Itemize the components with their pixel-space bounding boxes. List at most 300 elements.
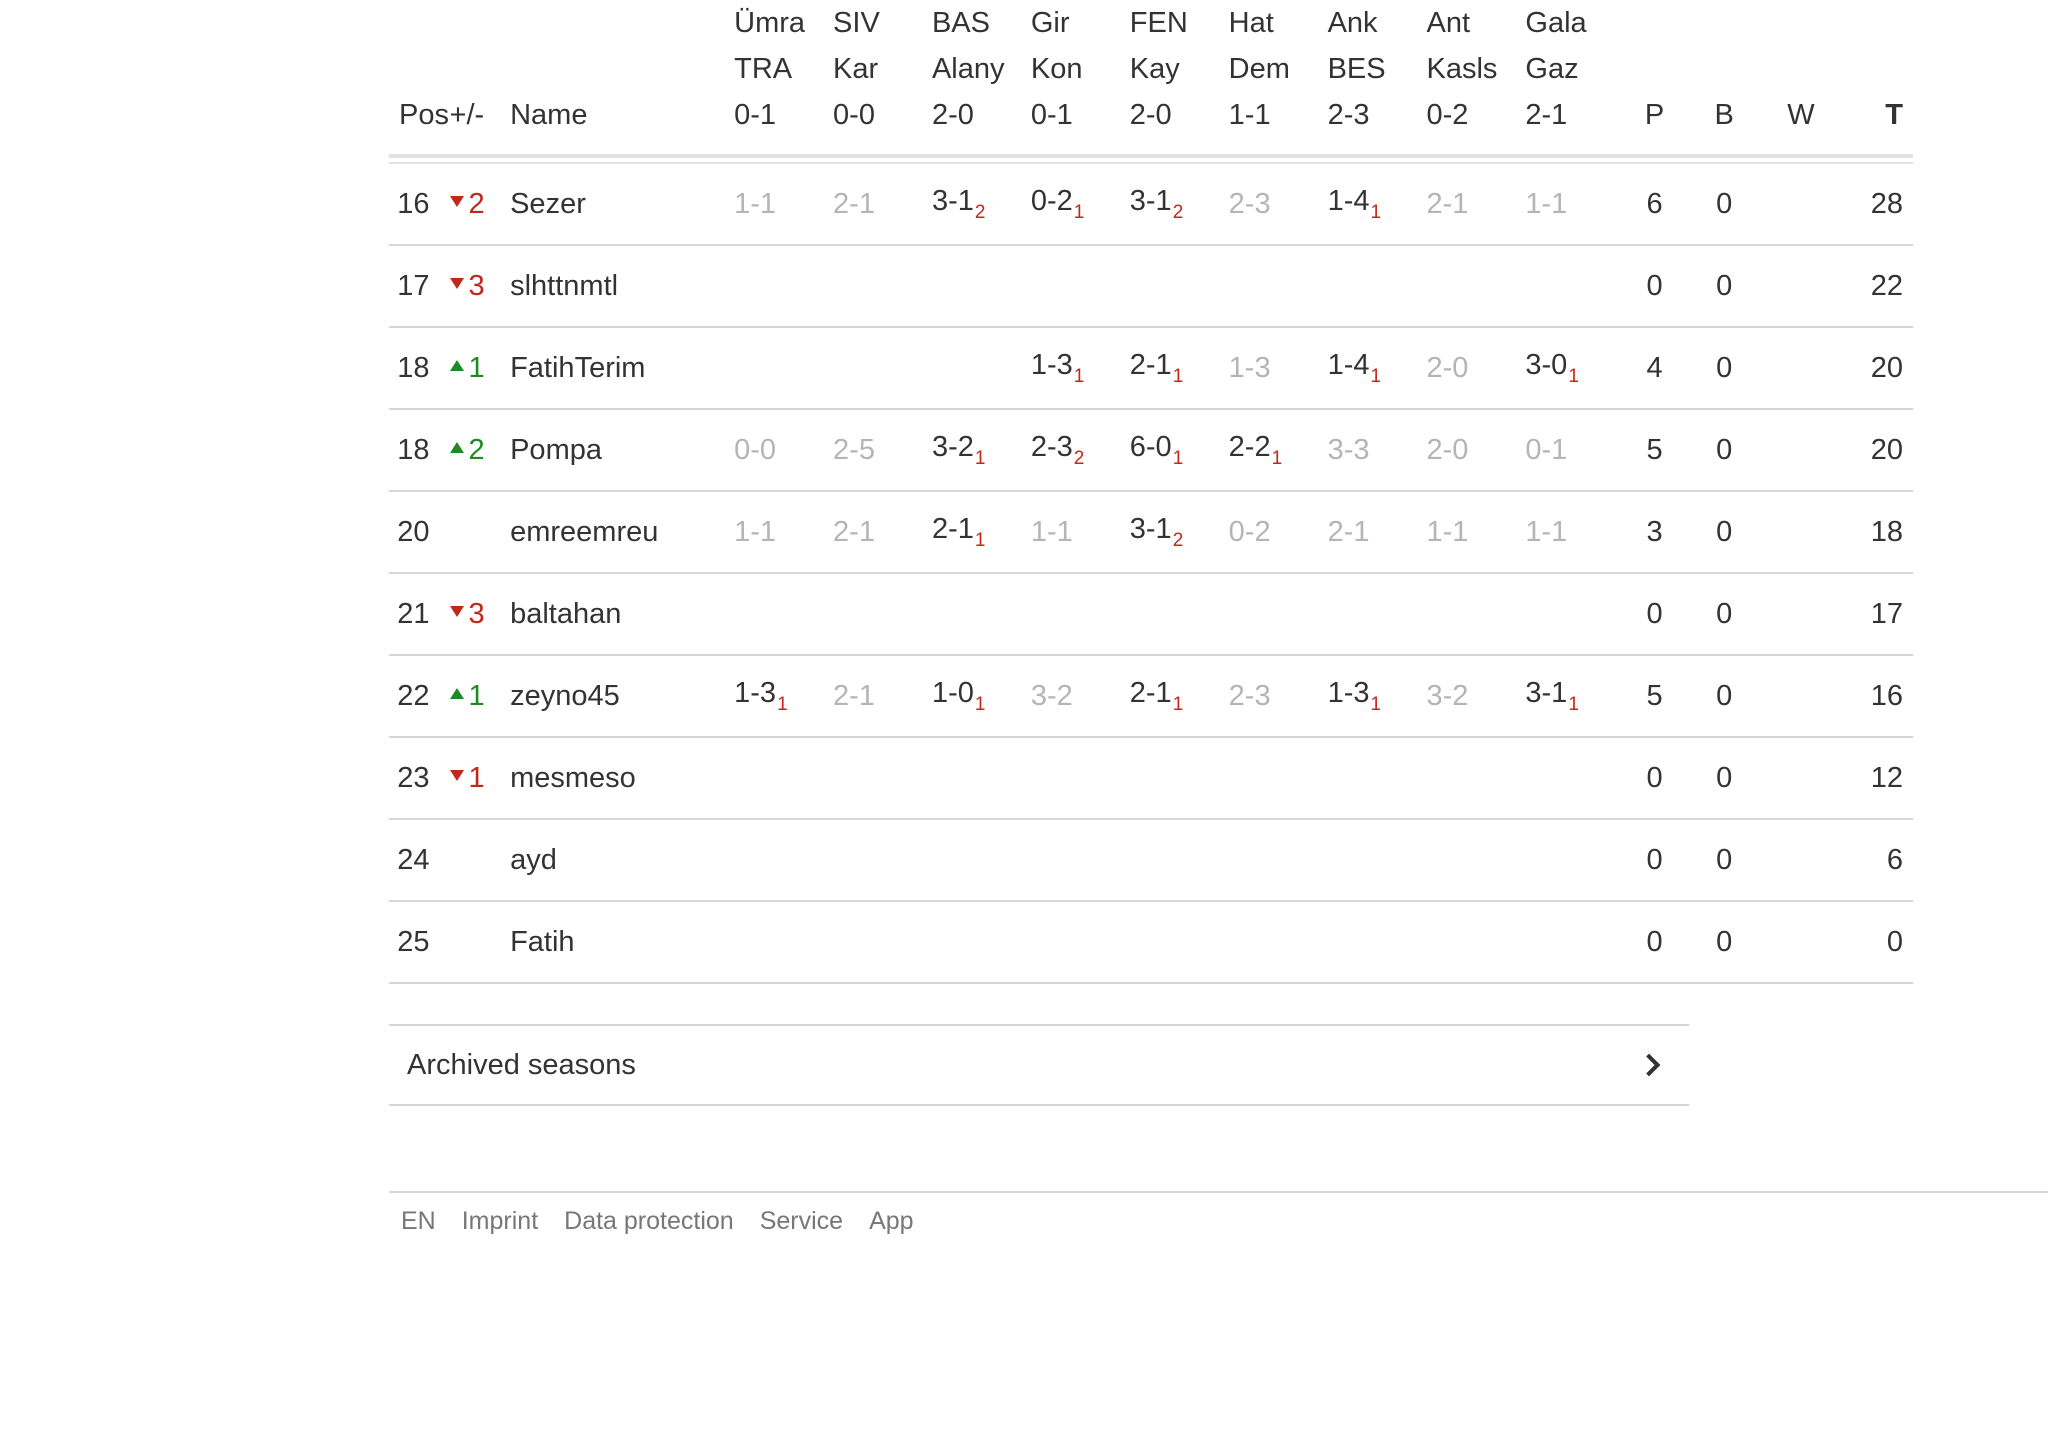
points-p: 5 (1646, 433, 1663, 466)
prediction-cell (734, 491, 833, 573)
prediction-cell (1328, 491, 1427, 573)
predicted-score: 3-1 (1129, 184, 1172, 217)
prediction-cell (1525, 819, 1624, 901)
table-row[interactable] (389, 819, 1913, 901)
prediction-cell (1525, 327, 1624, 409)
prediction-cell (1130, 409, 1229, 491)
table-row[interactable] (389, 409, 1913, 491)
points-total: 12 (1870, 761, 1903, 794)
position-cell: 18 (397, 351, 430, 384)
player-name[interactable]: baltahan (510, 597, 622, 630)
prediction-cell (833, 819, 932, 901)
prediction (931, 512, 986, 551)
rank-change-cell (450, 901, 511, 983)
predicted-score: 1-1 (1525, 515, 1568, 548)
match-away-team: Kasls (1426, 53, 1498, 85)
match-away-team: Kar (833, 53, 879, 85)
chevron-right-icon (1638, 1054, 1661, 1077)
position-cell: 20 (397, 515, 430, 548)
prediction-cell (1426, 245, 1525, 327)
prediction-cell (1426, 901, 1525, 983)
prediction-points: 1 (1271, 447, 1283, 469)
position-cell: 24 (397, 843, 430, 876)
predicted-score: 1-4 (1327, 348, 1370, 381)
predicted-score: 2-1 (833, 679, 875, 712)
col-header-match[interactable] (1426, 0, 1525, 156)
prediction-points: 2 (1172, 201, 1184, 223)
col-header-match[interactable] (932, 0, 1031, 156)
predicted-score: 1-1 (1030, 515, 1073, 548)
prediction (1525, 188, 1567, 220)
prediction-cell (833, 163, 932, 245)
prediction-cell (1525, 901, 1624, 983)
prediction (1228, 430, 1283, 469)
match-home-team: Ank (1327, 7, 1378, 39)
points-p: 5 (1646, 679, 1663, 712)
prediction-cell (1426, 163, 1525, 245)
predicted-score: 1-1 (734, 187, 777, 220)
prediction (1327, 676, 1382, 715)
rank-change-cell (450, 655, 511, 737)
predicted-score: 2-1 (1327, 515, 1370, 548)
prediction (1229, 516, 1271, 548)
triangle-down-icon (450, 196, 464, 207)
prediction (1426, 680, 1468, 712)
prediction-cell (932, 245, 1031, 327)
prediction (1030, 348, 1085, 387)
rank-change-cell (450, 409, 511, 491)
points-b: 0 (1716, 351, 1733, 384)
rank-change-cell (450, 573, 511, 655)
prediction-points: 2 (1172, 529, 1184, 551)
prediction-cell (734, 573, 833, 655)
player-name[interactable]: Fatih (510, 925, 575, 958)
points-w (1764, 163, 1839, 245)
footer-link-imprint[interactable]: Imprint (461, 1207, 539, 1235)
points-b: 0 (1716, 597, 1733, 630)
points-p: 0 (1646, 925, 1663, 958)
position-cell: 18 (397, 433, 430, 466)
prediction-cell (1426, 655, 1525, 737)
prediction (1229, 680, 1271, 712)
col-header-change[interactable]: +/- (449, 99, 485, 131)
prediction-cell (833, 409, 932, 491)
match-home-team: Ümra (734, 7, 806, 39)
prediction-cell (1031, 655, 1130, 737)
rank-change-value: 1 (468, 761, 485, 794)
prediction-cell (1328, 163, 1427, 245)
position-cell: 22 (397, 679, 430, 712)
prediction-cell (734, 655, 833, 737)
rank-change-value: 3 (468, 597, 485, 630)
predicted-score: 2-1 (1426, 187, 1469, 220)
triangle-up-icon (450, 688, 464, 699)
prediction-cell (1229, 163, 1328, 245)
prediction-cell (932, 163, 1031, 245)
rank-change (450, 680, 485, 712)
match-away-team: TRA (734, 53, 793, 85)
player-name[interactable]: Sezer (510, 187, 586, 220)
archived-seasons-link[interactable] (389, 1024, 1689, 1106)
prediction-points: 1 (1370, 201, 1382, 223)
points-w (1764, 655, 1839, 737)
prediction-cell (734, 819, 833, 901)
table-row[interactable] (389, 655, 1913, 737)
player-name[interactable]: FatihTerim (510, 351, 646, 384)
prediction-cell (932, 901, 1031, 983)
points-p: 0 (1646, 843, 1663, 876)
prediction (1426, 188, 1468, 220)
triangle-up-icon (450, 442, 464, 453)
prediction-cell (1031, 409, 1130, 491)
predicted-score: 0-2 (1030, 184, 1073, 217)
prediction-cell (1031, 573, 1130, 655)
prediction-cell (1031, 491, 1130, 573)
footer (389, 1191, 2048, 1236)
predicted-score: 0-0 (734, 433, 777, 466)
prediction (1229, 188, 1271, 220)
prediction-points: 1 (1073, 201, 1085, 223)
position-cell: 21 (397, 597, 430, 630)
points-w (1764, 491, 1839, 573)
prediction-cell (1031, 901, 1130, 983)
prediction-points: 1 (1172, 693, 1184, 715)
table-row[interactable] (389, 245, 1913, 327)
prediction-cell (1130, 245, 1229, 327)
prediction-cell (1426, 327, 1525, 409)
points-w (1764, 819, 1839, 901)
col-header-p[interactable]: P (1644, 99, 1665, 131)
predicted-score: 2-3 (1030, 430, 1073, 463)
points-b: 0 (1716, 679, 1733, 712)
prediction (1426, 352, 1468, 384)
predicted-score: 2-0 (1426, 433, 1469, 466)
points-b: 0 (1716, 433, 1733, 466)
predicted-score: 1-1 (1525, 187, 1568, 220)
col-header-match[interactable] (734, 0, 833, 156)
prediction (1426, 434, 1468, 466)
table-row[interactable] (389, 491, 1913, 573)
points-p: 0 (1646, 761, 1663, 794)
predicted-score: 1-3 (1030, 348, 1073, 381)
prediction-cell (1328, 655, 1427, 737)
predicted-score: 6-0 (1129, 430, 1172, 463)
prediction (734, 676, 788, 715)
predicted-score: 2-0 (1426, 351, 1469, 384)
prediction-cell (1031, 245, 1130, 327)
col-header-t[interactable]: T (1885, 99, 1903, 131)
predicted-score: 1-3 (734, 676, 777, 709)
prediction-cell (734, 163, 833, 245)
prediction-cell (1328, 409, 1427, 491)
match-home-team: Ant (1426, 7, 1471, 39)
predicted-score: 3-2 (931, 430, 974, 463)
match-score: 0-0 (833, 99, 875, 131)
points-b: 0 (1716, 843, 1733, 876)
rank-change-value: 2 (468, 433, 485, 466)
prediction (1129, 512, 1184, 551)
position-cell: 25 (397, 925, 430, 958)
prediction (1525, 676, 1579, 715)
match-away-team: BES (1327, 53, 1386, 85)
match-score: 2-3 (1327, 99, 1370, 131)
prediction (1030, 430, 1085, 469)
prediction (1328, 516, 1370, 548)
rank-change (450, 270, 485, 302)
triangle-down-icon (450, 606, 464, 617)
predicted-score: 1-1 (734, 515, 777, 548)
points-w (1764, 573, 1839, 655)
table-row[interactable] (389, 901, 1913, 983)
points-total: 18 (1870, 515, 1903, 548)
col-header-w[interactable]: W (1787, 99, 1815, 131)
col-header-match[interactable] (1525, 0, 1624, 156)
player-name[interactable]: emreemreu (510, 515, 659, 548)
points-total: 6 (1886, 843, 1903, 876)
prediction-cell (1130, 901, 1229, 983)
prediction-cell (1328, 819, 1427, 901)
predicted-score: 0-1 (1525, 433, 1568, 466)
predicted-score: 1-3 (1327, 676, 1370, 709)
table-row[interactable] (389, 327, 1913, 409)
prediction-cell (734, 245, 833, 327)
match-score: 2-1 (1525, 99, 1568, 131)
prediction (1327, 184, 1382, 223)
prediction-cell (833, 573, 932, 655)
predicted-score: 1-3 (1228, 351, 1271, 384)
rank-change (450, 762, 485, 794)
predicted-score: 0-2 (1228, 515, 1271, 548)
player-name[interactable]: zeyno45 (510, 679, 620, 712)
points-b: 0 (1716, 269, 1733, 302)
prediction-cell (1229, 737, 1328, 819)
rank-change-cell (450, 491, 511, 573)
prediction-cell (1130, 819, 1229, 901)
points-total: 17 (1870, 597, 1903, 630)
prediction-points: 1 (1073, 365, 1085, 387)
triangle-down-icon (450, 770, 464, 781)
prediction-cell (1229, 655, 1328, 737)
prediction-cell (1229, 491, 1328, 573)
prediction-points: 1 (1370, 693, 1382, 715)
footer-link-data-protection[interactable]: Data protection (564, 1207, 734, 1235)
rank-change-cell (450, 327, 511, 409)
match-score: 0-1 (734, 99, 777, 131)
match-away-team: Kay (1129, 53, 1180, 85)
points-b: 0 (1716, 761, 1733, 794)
prediction-cell (1229, 327, 1328, 409)
prediction-points: 1 (1172, 447, 1184, 469)
prediction (931, 676, 986, 715)
prediction (734, 516, 776, 548)
prediction-points: 1 (974, 693, 986, 715)
points-w (1764, 409, 1839, 491)
points-p: 4 (1646, 351, 1663, 384)
col-header-name[interactable]: Name (510, 99, 588, 131)
position-cell: 17 (397, 269, 430, 302)
points-w (1764, 245, 1839, 327)
prediction-cell (1130, 327, 1229, 409)
prediction-cell (833, 901, 932, 983)
prediction (1229, 352, 1271, 384)
match-home-team: SIV (833, 7, 880, 39)
footer-link-app[interactable]: App (869, 1207, 914, 1235)
col-header-match[interactable] (833, 0, 932, 156)
prediction-cell (1229, 573, 1328, 655)
match-away-team: Dem (1228, 53, 1290, 85)
position-cell: 16 (397, 187, 430, 220)
prediction-cell (1031, 737, 1130, 819)
prediction-cell (1130, 573, 1229, 655)
match-home-team: FEN (1129, 7, 1188, 39)
prediction (833, 516, 875, 548)
prediction-points: 2 (1073, 447, 1085, 469)
table-row[interactable] (389, 573, 1913, 655)
prediction-cell (932, 819, 1031, 901)
rank-change-cell (450, 819, 511, 901)
predicted-score: 3-1 (1525, 676, 1568, 709)
prediction-cell (1426, 819, 1525, 901)
prediction-cell (1525, 491, 1624, 573)
prediction (1525, 516, 1567, 548)
match-score: 2-0 (1129, 99, 1172, 131)
footer-link-language[interactable]: EN (401, 1207, 436, 1235)
points-w (1764, 327, 1839, 409)
rank-change-value: 1 (468, 679, 485, 712)
points-total: 20 (1870, 433, 1903, 466)
prediction-cell (1229, 245, 1328, 327)
archived-seasons-label: Archived seasons (407, 1048, 636, 1081)
prediction-cell (833, 327, 932, 409)
prediction-cell (932, 573, 1031, 655)
prediction-cell (1130, 655, 1229, 737)
predicted-score: 1-1 (1426, 515, 1469, 548)
points-b: 0 (1716, 187, 1733, 220)
prediction-cell (1031, 163, 1130, 245)
prediction-cell (1328, 573, 1427, 655)
points-p: 6 (1646, 187, 1663, 220)
points-p: 0 (1646, 269, 1663, 302)
prediction-points: 1 (777, 693, 788, 715)
rank-change (450, 352, 485, 384)
prediction-cell (1328, 737, 1427, 819)
player-name[interactable]: mesmeso (510, 761, 636, 794)
prediction (1129, 430, 1184, 469)
predicted-score: 3-2 (1426, 679, 1469, 712)
points-total: 22 (1870, 269, 1903, 302)
rank-change-value: 3 (468, 269, 485, 302)
points-total: 16 (1870, 679, 1903, 712)
predicted-score: 3-2 (1030, 679, 1073, 712)
prediction-cell (1031, 819, 1130, 901)
prediction-cell (1328, 245, 1427, 327)
prediction-cell (1130, 163, 1229, 245)
points-total: 28 (1870, 187, 1903, 220)
rank-change (450, 188, 485, 220)
prediction (1129, 184, 1184, 223)
prediction-points: 2 (974, 201, 986, 223)
prediction (833, 434, 875, 466)
prediction-cell (734, 737, 833, 819)
match-score: 1-1 (1228, 99, 1271, 131)
predicted-score: 2-1 (833, 187, 875, 220)
match-home-team: Hat (1228, 7, 1274, 39)
col-header-match[interactable] (1229, 0, 1328, 156)
prediction (1327, 348, 1382, 387)
prediction-cell (1525, 573, 1624, 655)
prediction-points: 1 (1172, 365, 1184, 387)
prediction-cell (932, 737, 1031, 819)
standings-body (389, 163, 1913, 983)
points-w (1764, 901, 1839, 983)
prediction-cell (1031, 327, 1130, 409)
col-header-b[interactable]: B (1714, 99, 1734, 131)
prediction (833, 188, 875, 220)
prediction-cell (1525, 163, 1624, 245)
predicted-score: 2-2 (1228, 430, 1271, 463)
prediction-cell (1328, 901, 1427, 983)
prediction-points: 1 (974, 529, 986, 551)
table-row[interactable] (389, 737, 1913, 819)
rank-change-cell (450, 245, 511, 327)
prediction-cell (734, 409, 833, 491)
rank-change-value: 2 (468, 187, 485, 220)
table-row[interactable] (389, 163, 1913, 245)
prediction-points: 1 (1568, 365, 1579, 387)
col-header-match[interactable] (1031, 0, 1130, 156)
prediction-cell (833, 737, 932, 819)
points-p: 3 (1646, 515, 1663, 548)
prediction (1525, 434, 1567, 466)
col-header-pos[interactable]: Pos (399, 99, 449, 131)
player-name[interactable]: slhttnmtl (510, 269, 619, 302)
prediction (833, 680, 875, 712)
prediction-cell (1525, 655, 1624, 737)
prediction-cell (1229, 819, 1328, 901)
prediction-cell (734, 901, 833, 983)
header-separator (389, 156, 1913, 163)
player-name[interactable]: Pompa (510, 433, 602, 466)
prediction-cell (1426, 409, 1525, 491)
prediction (1031, 516, 1073, 548)
prediction-cell (1229, 901, 1328, 983)
rank-change-value: 1 (468, 351, 485, 384)
match-away-team: Alany (931, 53, 1005, 85)
prediction (931, 184, 986, 223)
prediction (1525, 348, 1579, 387)
rank-change-cell (450, 737, 511, 819)
prediction-cell (932, 655, 1031, 737)
footer-link-service[interactable]: Service (759, 1207, 844, 1235)
prediction-cell (1426, 737, 1525, 819)
prediction-cell (1525, 409, 1624, 491)
prediction (931, 430, 986, 469)
match-away-team: Kon (1030, 53, 1083, 85)
predicted-score: 2-1 (833, 515, 875, 548)
table-header-row (389, 0, 1913, 156)
col-header-match[interactable] (1328, 0, 1427, 156)
player-name[interactable]: ayd (510, 843, 557, 876)
match-home-team: Gala (1525, 7, 1587, 39)
prediction-cell (734, 327, 833, 409)
predicted-score: 3-1 (1129, 512, 1172, 545)
prediction (1030, 184, 1085, 223)
prediction-cell (833, 655, 932, 737)
col-header-match[interactable] (1130, 0, 1229, 156)
standings-table (389, 0, 1913, 984)
prediction-cell (1525, 737, 1624, 819)
prediction-points: 1 (1370, 365, 1382, 387)
